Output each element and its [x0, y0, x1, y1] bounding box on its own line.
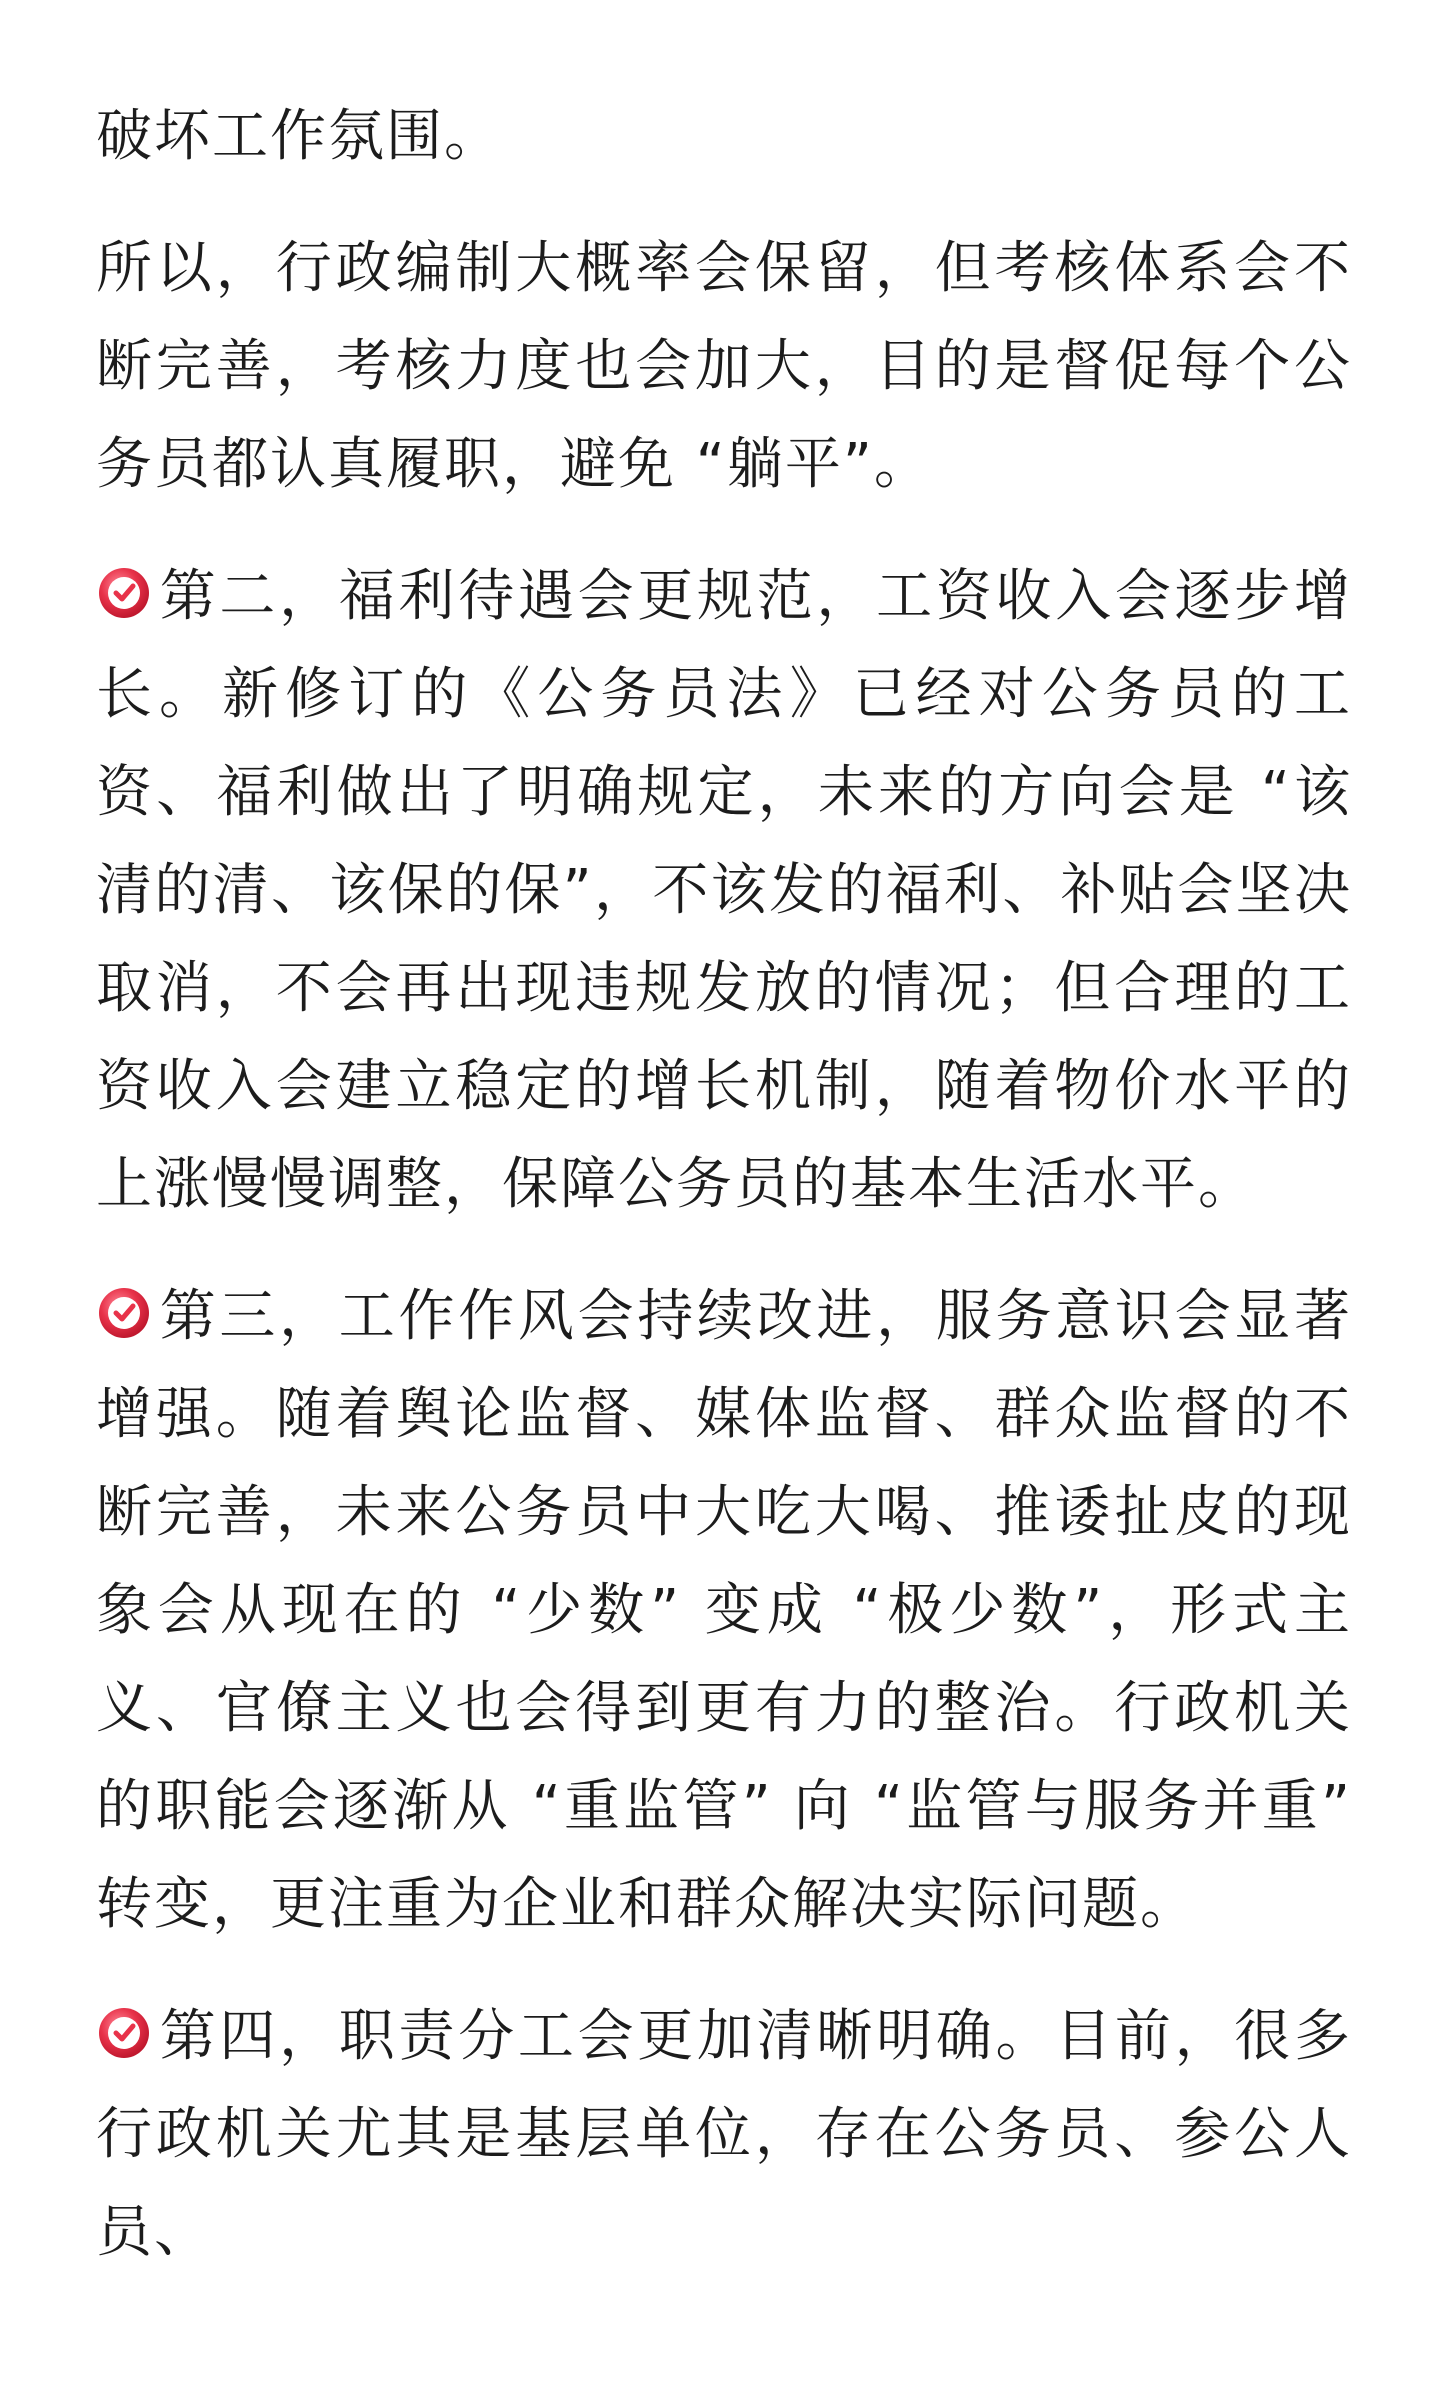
paragraph-5-text: 第四，职责分工会更加清晰明确。目前，很多行政机关尤其是基层单位，存在公务员、参公人员、 — [96, 2004, 1352, 2265]
paragraph-5 — [96, 1988, 1352, 2282]
paragraph-1-text: 破坏工作氛围。 — [96, 104, 502, 169]
check-mark-circle-icon — [96, 2005, 152, 2061]
paragraph-4 — [96, 1268, 1352, 1954]
check-mark-circle-icon — [96, 1285, 152, 1341]
paragraph-3 — [96, 548, 1352, 1234]
article-body — [96, 88, 1352, 2316]
paragraph-1 — [96, 88, 1352, 186]
paragraph-4-text: 第三，工作作风会持续改进，服务意识会显著增强。随着舆论监督、媒体监督、群众监督的不断完善，未来公务员中大吃大喝、推诿扯皮的现象会从现在的 “少数” 变成 “极少数”，形式主义、官僚主义也会得到更有力的整治。行政机关的职能会逐渐从 “重监管” 向 “监管与服务并重” 转变，更注重为企业和群众解决实际问题。 — [96, 1284, 1352, 1937]
check-mark-circle-icon — [96, 565, 152, 621]
paragraph-2 — [96, 220, 1352, 514]
paragraph-2-text: 所以，行政编制大概率会保留，但考核体系会不断完善，考核力度也会加大，目的是督促每个公务员都认真履职，避免 “躺平”。 — [96, 236, 1352, 497]
paragraph-3-text: 第二，福利待遇会更规范，工资收入会逐步增长。新修订的《公务员法》已经对公务员的工资、福利做出了明确规定，未来的方向会是 “该清的清、该保的保”，不该发的福利、补贴会坚决取消，不会再出现违规发放的情况；但合理的工资收入会建立稳定的增长机制，随着物价水平的上涨慢慢调整，保障公务员的基本生活水平。 — [96, 564, 1352, 1217]
